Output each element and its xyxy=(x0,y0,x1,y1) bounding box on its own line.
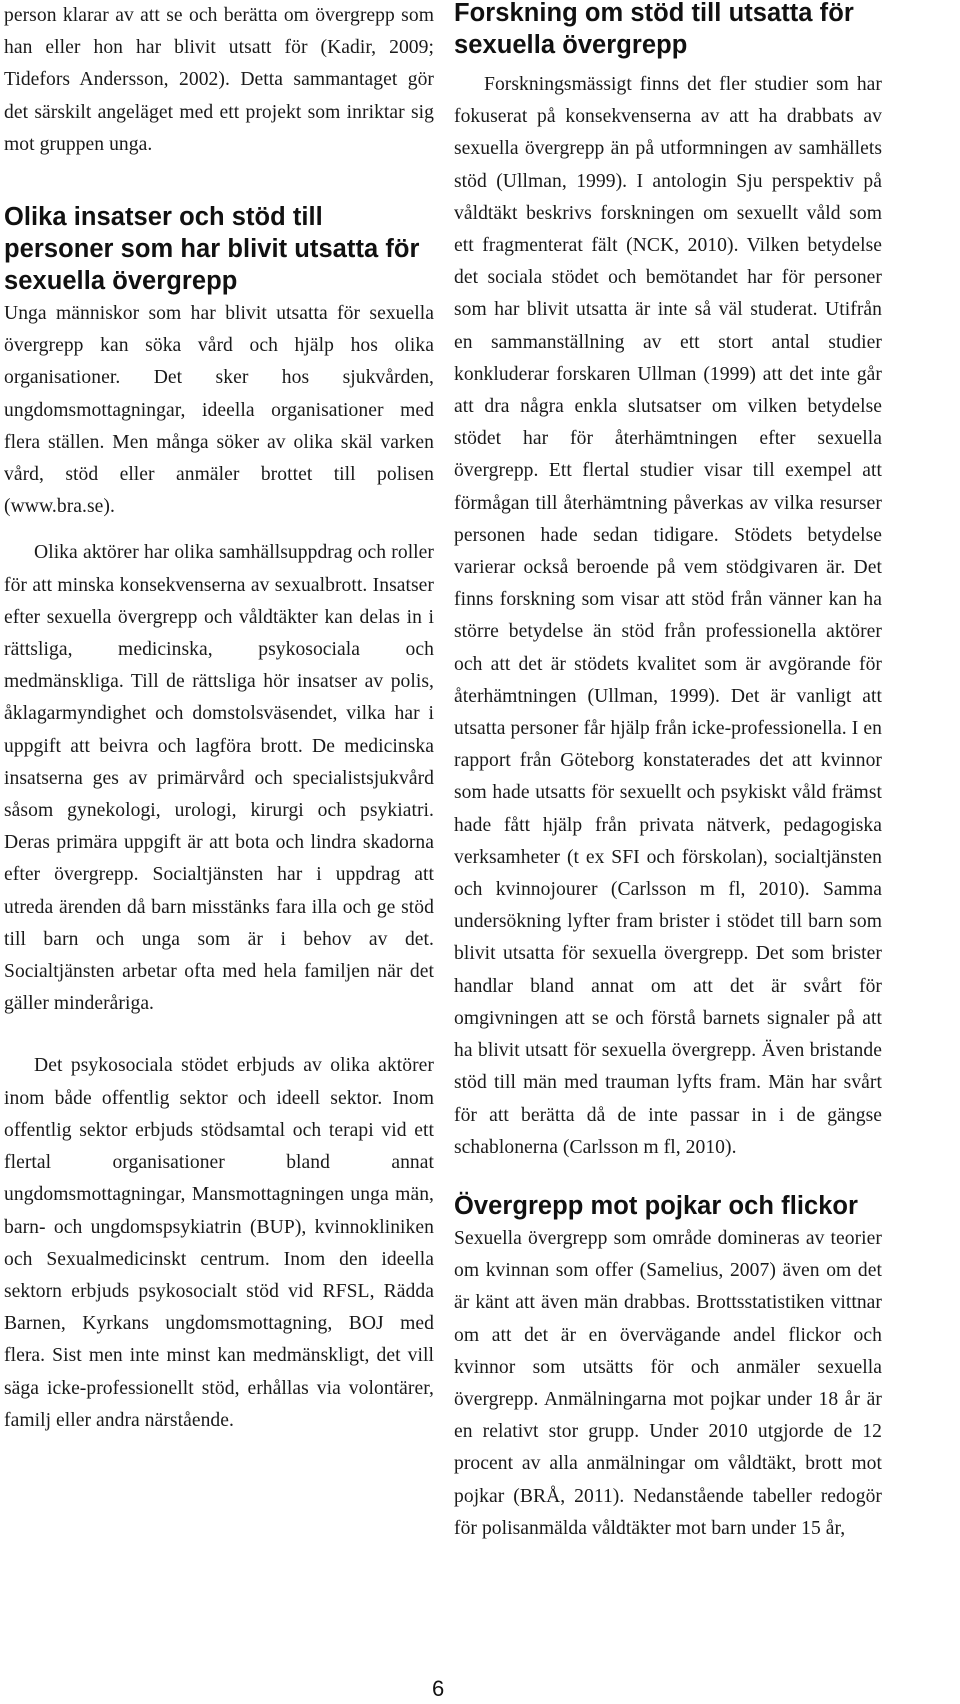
section-heading-insatser: Olika insatser och stöd till personer som har blivit utsatta för sexuella övergrepp xyxy=(4,203,420,296)
section-heading-forskning: Forskning om stöd till utsatta för sexuella övergrepp xyxy=(454,0,854,59)
body-paragraph: Forskningsmässigt finns det fler studier som har fokuserat på konsekvenserna av att ha drabbats av sexuella övergrepp än på utformningen av samhällets stöd (Ullman, 1999). I antologin Sju perspektiv på våldtäkt beskrivs forskningen om sexuellt våld som ett fragmenterat fält (NCK, 2010). Vilken betydelse det sociala stödet och bemötandet har för personer som har blivit utsatta är inte så väl studerat. Utifrån en sammanställning av ett stort antal studier konkluderar forskaren Ullman (1999) att det inte går att dra några enkla slutsatser om vilken betydelse stödet har för återhämtningen efter sexuella övergrepp. Ett flertal studier visar till exempel att förmågan till återhämtning påverkas av vilka resurser personen hade sedan tidigare. Stödets betydelse varierar också beroende på vem stödgivaren är. Det finns forskning som visar att stöd från vänner kan ha större betydelse än stöd från professionella aktörer och att det är stödets kvalitet som är avgörande för återhämtningen (Ullman, 1999). Det är vanligt att utsatta personer får hjälp från icke-professionella. I en rapport från Göteborg konstaterades det att kvinnor som hade utsatts för sexuellt och psykiskt våld främst hade fått hjälp från privata nätverk, pedagogiska verksamheter (t ex SFI och förskolan), socialtjänsten och kvinnojourer (Carlsson m fl, 2010). Samma undersökning lyfter fram brister i stödet till barn som blivit utsatta för sexuella övergrepp. Det som brister handlar bland annat om att det är svårt för omgivningen att se och förstå barnets signaler på att ha blivit utsatt för sexuella övergrepp. Även bristande stöd till män med trauman lyfts fram. Män har svårt för att berätta då de inte passar in i de gängse schablonerna (Carlsson m fl, 2010). xyxy=(454,74,882,1158)
section-heading-overgrepp: Övergrepp mot pojkar och flickor xyxy=(454,1191,859,1220)
right-column xyxy=(454,0,882,1545)
page-number: 6 xyxy=(432,1676,445,1701)
body-paragraph: Olika aktörer har olika samhällsuppdrag och roller för att minska konsekvenserna av sexualbrott. Insatser efter sexuella övergrepp och våldtäkter kan delas in i rättsliga, medicinska, psykosociala och medmänskliga. Till de rättsliga hör insatser av polis, åklagarmyndighet och domstolsväsendet, vilka har i uppgift att beivra och lagföra brott. De medicinska insatserna ges av primärvård och specialistsjukvård såsom gynekologi, urologi, kirurgi och psykiatri. Deras primära uppgift är att bota och lindra skadorna efter övergrepp. Socialtjänsten har i uppdrag att utreda ärenden då barn misstänks fara illa och ge stöd till barn och unga som är i behov av det. Socialtjänsten arbetar ofta med hela familjen när det gäller minderåriga. xyxy=(4,542,434,1015)
body-paragraph: Det psykosociala stödet erbjuds av olika aktörer inom både offentlig sektor och ideell sektor. Inom offentlig sektor erbjuds stödsamtal och terapi vid ett flertal organisationer bland annat ungdomsmottagningar, Mansmottagningen unga män, barn- och ungdomspsykiatrin (BUP), kvinnokliniken och Sexualmedicinskt centrum. Inom den ideella sektorn erbjuds psykosocialt stöd vid RFSL, Rädda Barnen, Kyrkans ungdomsmottagning, BOJ med flera. Sist men inte minst kan medmänskligt, det vill säga icke-professionellt stöd, erhållas via volontärer, familj eller andra närstående. xyxy=(4,1055,434,1431)
left-column xyxy=(4,0,434,1437)
body-paragraph: Unga människor som har blivit utsatta för sexuella övergrepp kan söka vård och hjälp hos olika organisationer. Det sker hos sjukvården, ungdomsmottagningar, ideella organisationer med flera ställen. Men många söker av olika skäl varken vård, stöd eller anmäler brottet till polisen (www.bra.se). xyxy=(4,303,434,518)
body-paragraph: Sexuella övergrepp som område domineras av teorier om kvinnan som offer (Samelius, 2007) även om det är känt att även män drabbas. Brottsstatistiken vittnar om att det är en övervägande andel flickor och kvinnor som utsätts för och anmäler sexuella övergrepp. Anmälningarna mot pojkar under 18 år är en relativt stor grupp. Under 2010 utgjorde de 12 procent av alla anmälningar om våldtäkt, brott mot pojkar (BRÅ, 2011). Nedanstående tabeller redogör för polisanmälda våldtäkter mot barn under 15 år, xyxy=(454,1227,882,1539)
intro-paragraph: person klarar av att se och berätta om övergrepp som han eller hon har blivit utsatt för (Kadir, 2009; Tidefors Andersson, 2002). Detta sammantaget gör det särskilt angeläget med ett projekt som inriktar sig mot gruppen unga. xyxy=(4,5,434,155)
